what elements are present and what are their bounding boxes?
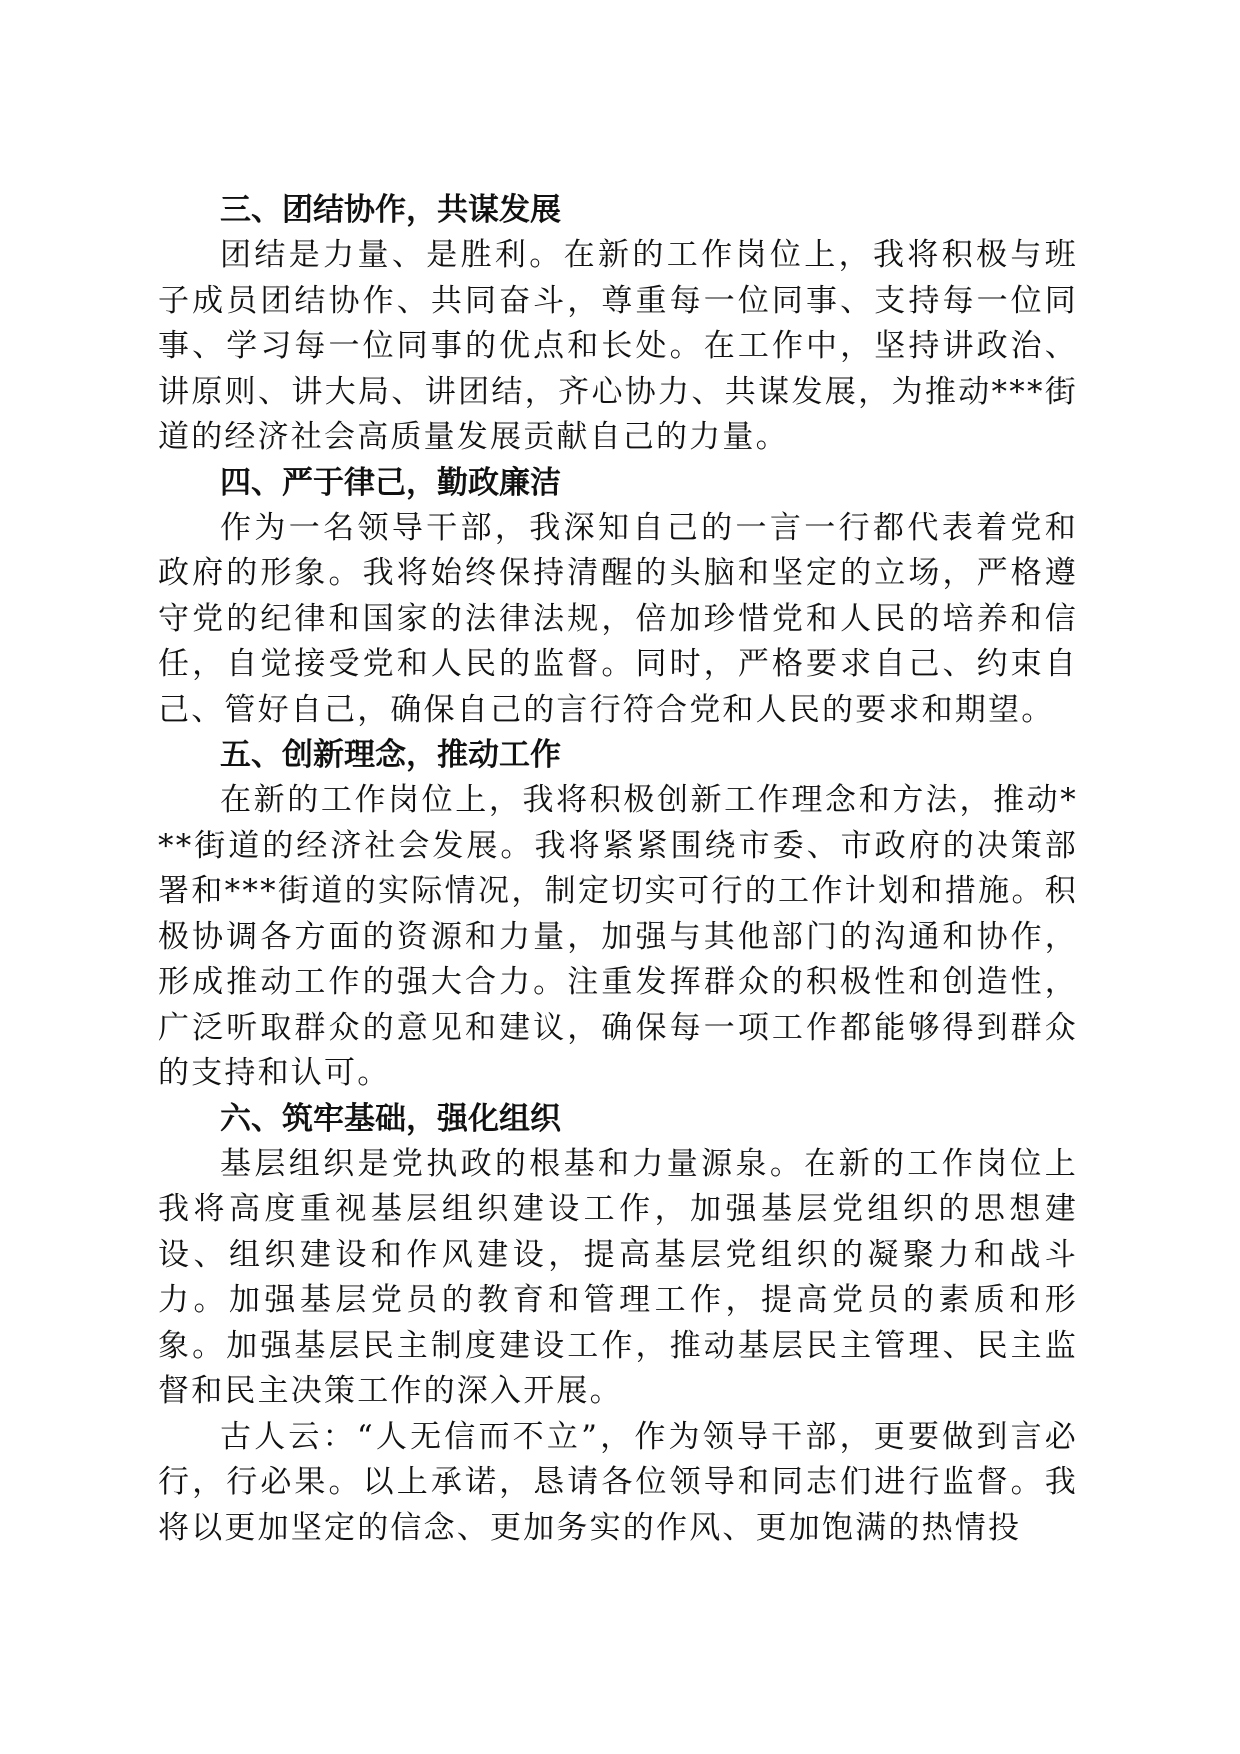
section-paragraph: 作为一名领导干部，我深知自己的一言一行都代表着党和政府的形象。我将始终保持清醒的头脑和坚定的立场，严格遵守党的纪律和国家的法律法规，倍加珍惜党和人民的培养和信任，自觉接受党和人民的监督。同时，严格要求自己、约束自己、管好自己，确保自己的言行符合党和人民的要求和期望。 — [158, 509, 1078, 728]
section-paragraph: 在新的工作岗位上，我将积极创新工作理念和方法，推动***街道的经济社会发展。我将紧紧围绕市委、市政府的决策部署和***街道的实际情况，制定切实可行的工作计划和措施。积极协调各方面的资源和力量，加强与其他部门的沟通和协作，形成推动工作的强大合力。注重发挥群众的积极性和创造性，广泛听取群众的意见和建议，确保每一项工作都能够得到群众的支持和认可。 — [158, 782, 1078, 1091]
section-unity — [158, 188, 1078, 461]
section-heading: 四、严于律己，勤政廉洁 — [220, 464, 561, 501]
document-page — [158, 188, 1078, 1551]
section-discipline — [158, 461, 1078, 734]
section-innovation — [158, 733, 1078, 1097]
section-paragraph: 基层组织是党执政的根基和力量源泉。在新的工作岗位上我将高度重视基层组织建设工作，加强基层党组织的思想建设、组织建设和作风建设，提高基层党组织的凝聚力和战斗力。加强基层党员的教育和管理工作，提高党员的素质和形象。加强基层民主制度建设工作，推动基层民主管理、民主监督和民主决策工作的深入开展。 — [158, 1145, 1078, 1409]
section-heading: 五、创新理念，推动工作 — [220, 737, 561, 773]
section-heading: 六、筑牢基础，强化组织 — [220, 1100, 561, 1137]
section-foundation — [158, 1097, 1078, 1415]
section-heading: 三、团结协作，共谋发展 — [220, 192, 561, 228]
closing-paragraph: 古人云：“人无信而不立”，作为领导干部，更要做到言必行，行必果。以上承诺，恳请各位领导和同志们进行监督。我将以更加坚定的信念、更加务实的作风、更加饱满的热情投 — [158, 1418, 1078, 1546]
section-paragraph: 团结是力量、是胜利。在新的工作岗位上，我将积极与班子成员团结协作、共同奋斗，尊重每一位同事、支持每一位同事、学习每一位同事的优点和长处。在工作中，坚持讲政治、讲原则、讲大局、讲团结，齐心协力、共谋发展，为推动***街道的经济社会高质量发展贡献自己的力量。 — [158, 237, 1078, 455]
